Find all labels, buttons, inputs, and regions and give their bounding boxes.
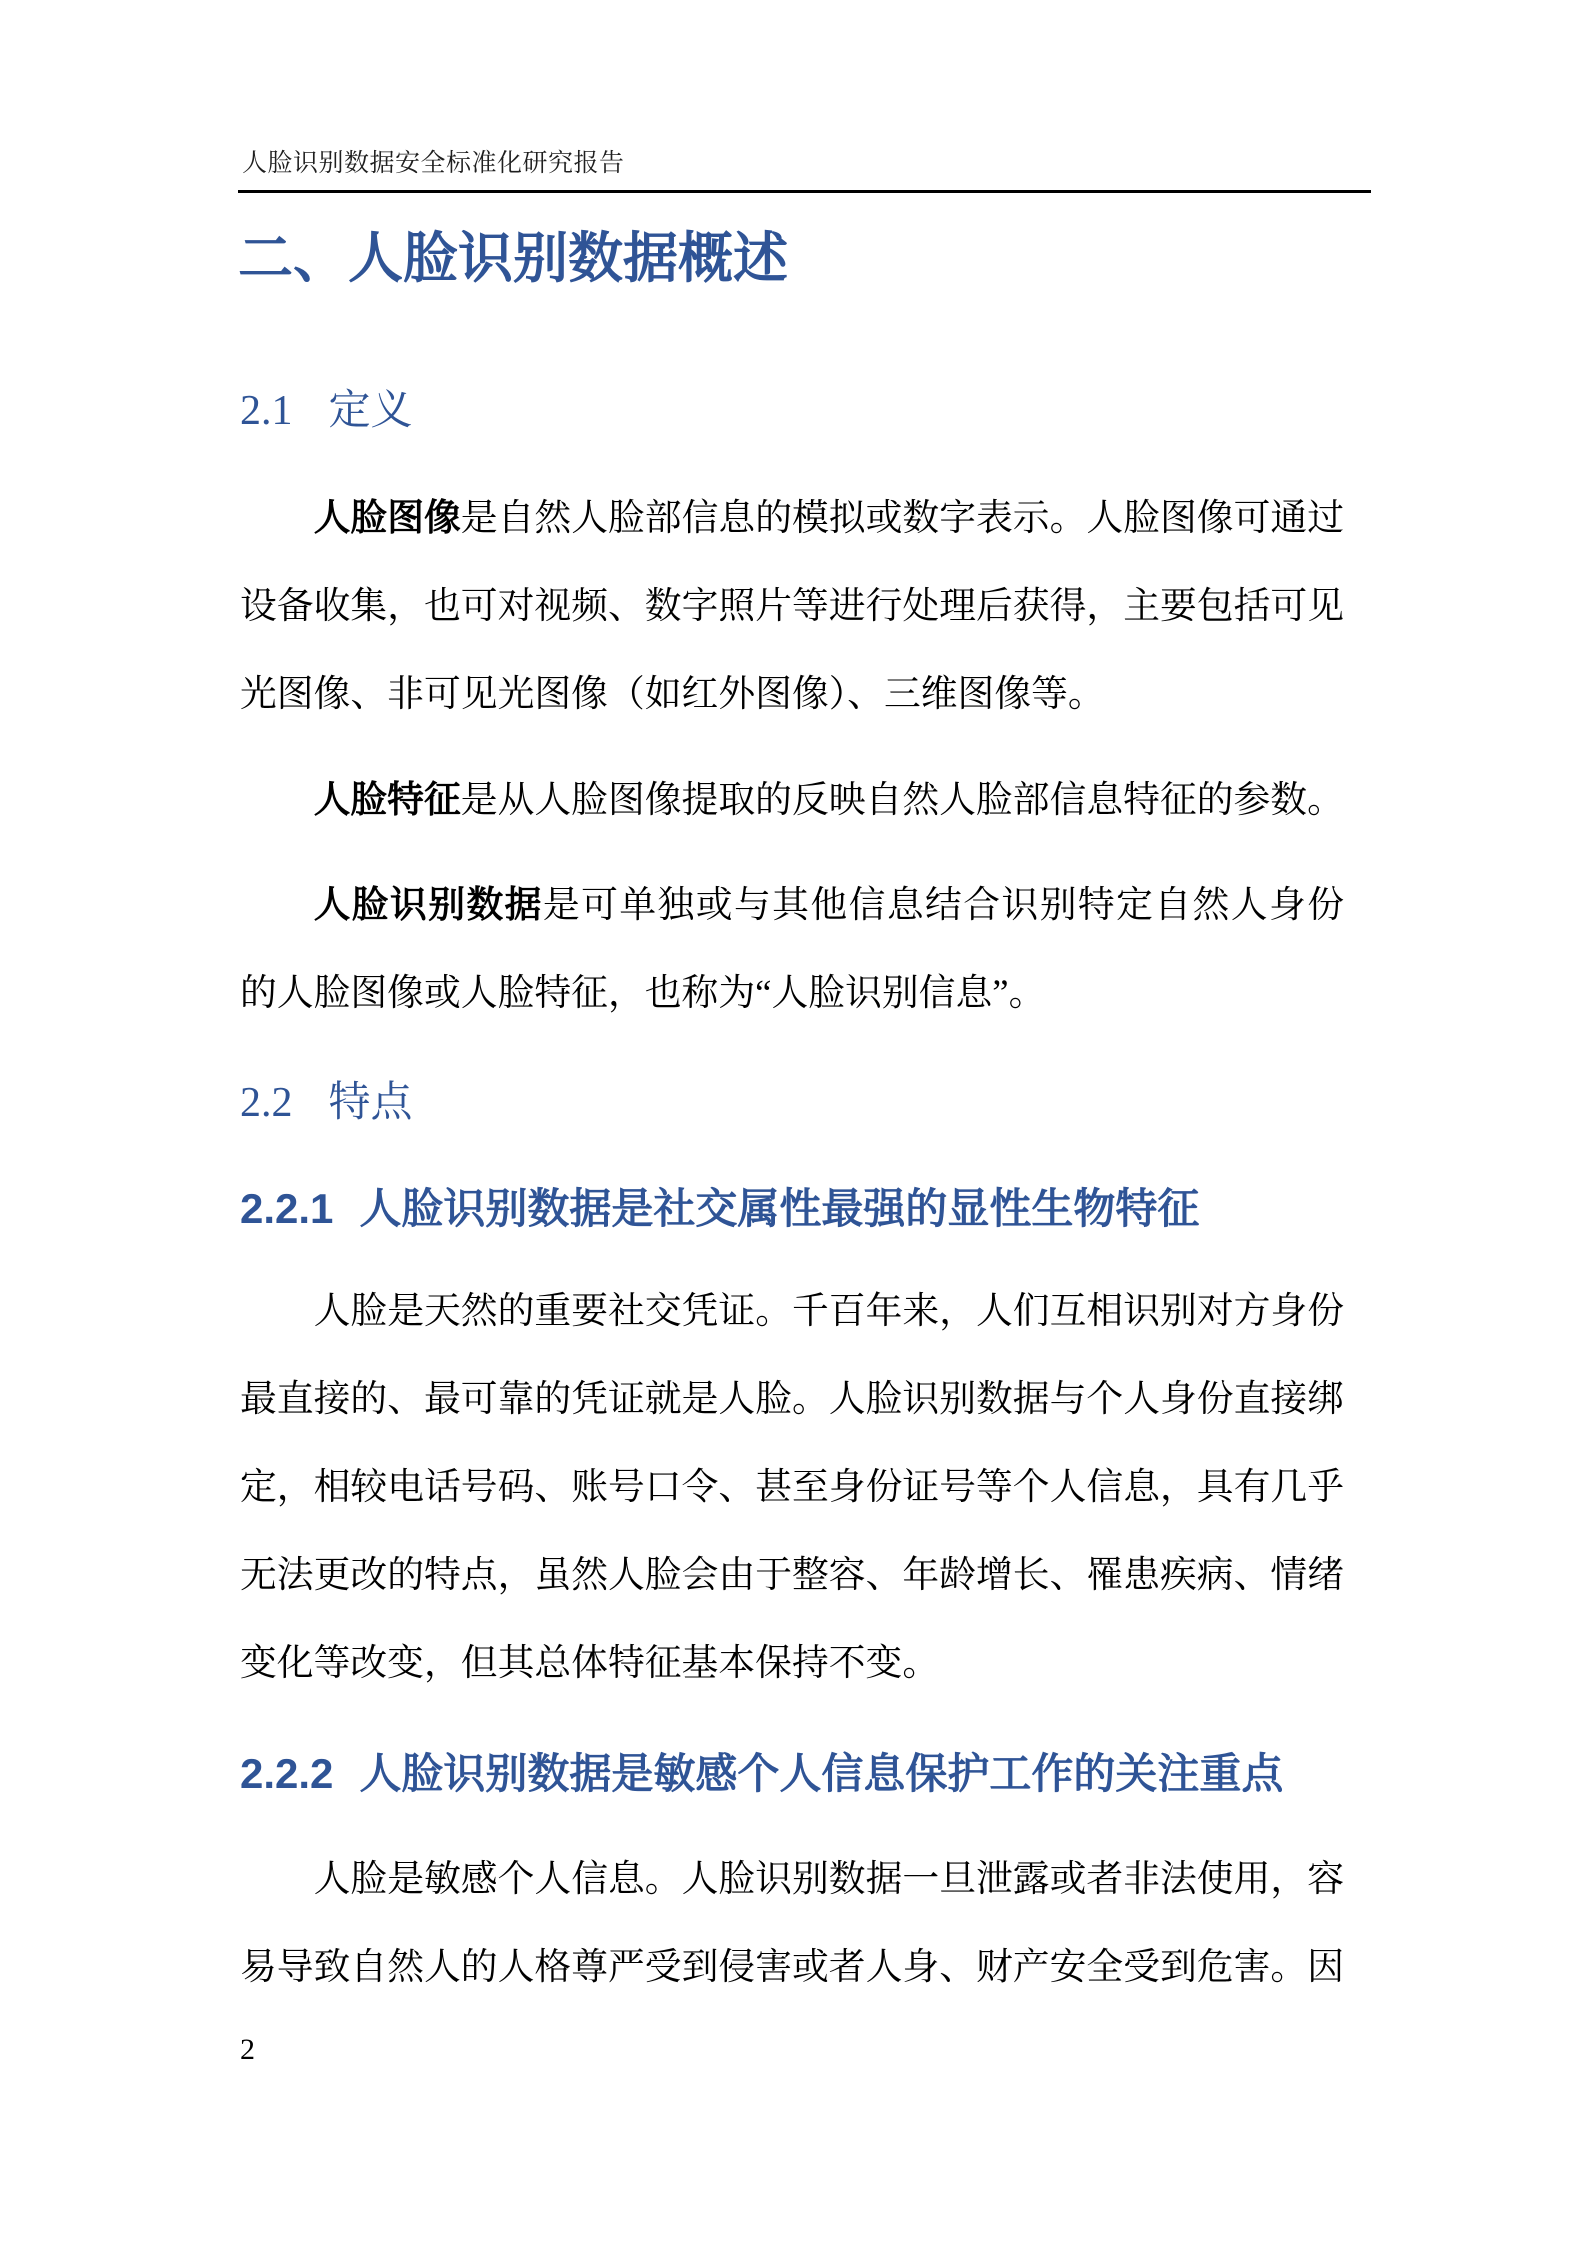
- text-line: 定，相较电话号码、账号口令、甚至身份证号等个人信息，具有几乎: [240, 1466, 1344, 1507]
- text-run: 是自然人脸部信息的模拟或数字表示。人脸图像可通过: [460, 497, 1345, 538]
- section-2-2-2-number: 2.2.2: [240, 1750, 334, 1797]
- chapter-heading: 二、人脸识别数据概述: [238, 227, 789, 289]
- text-line: 变化等改变，但其总体特征基本保持不变。: [240, 1642, 940, 1683]
- section-2-2-2-title: 人脸识别数据是敏感个人信息保护工作的关注重点: [359, 1750, 1284, 1797]
- text-line: 最直接的、最可靠的凭证就是人脸。人脸识别数据与个人身份直接绑: [240, 1378, 1344, 1419]
- section-2-2-title: 特点: [328, 1080, 413, 1126]
- section-2-2-1-title: 人脸识别数据是社交属性最强的显性生物特征: [359, 1185, 1200, 1232]
- text-run: 是可单独或与其他信息结合识别特定自然人身份: [542, 884, 1345, 925]
- paragraph-face-feature: [240, 756, 1344, 844]
- running-header-title: 人脸识别数据安全标准化研究报告: [242, 150, 625, 177]
- text-line: [240, 474, 1344, 562]
- text-line: 人脸是敏感个人信息。人脸识别数据一旦泄露或者非法使用，容: [313, 1858, 1344, 1899]
- section-2-2-1-number: 2.2.1: [240, 1185, 334, 1232]
- text-line: 人脸是天然的重要社交凭证。千百年来，人们互相识别对方身份: [313, 1290, 1344, 1331]
- section-2-1-number: 2.1: [240, 388, 293, 434]
- paragraph-face-image: [240, 474, 1344, 738]
- section-2-2-heading: [240, 1076, 413, 1130]
- text-line: 光图像、非可见光图像（如红外图像）、三维图像等。: [240, 673, 1105, 714]
- bold-term-face-feature: 人脸特征: [313, 779, 461, 820]
- section-2-2-1-heading: [240, 1182, 1199, 1236]
- bold-term-face-recognition-data: 人脸识别数据: [313, 884, 543, 925]
- text-line: 易导致自然人的人格尊严受到侵害或者人身、财产安全受到危害。因: [240, 1946, 1344, 1987]
- paragraph-sensitive-info: [240, 1835, 1344, 2011]
- bold-term-face-image: 人脸图像: [313, 497, 461, 538]
- paragraph-face-recognition-data: [240, 861, 1344, 1037]
- section-2-1-heading: [240, 384, 413, 438]
- text-line: [240, 861, 1344, 949]
- text-line: 无法更改的特点，虽然人脸会由于整容、年龄增长、罹患疾病、情绪: [240, 1554, 1344, 1595]
- text-line: [240, 756, 1344, 844]
- section-2-2-2-heading: [240, 1747, 1283, 1801]
- paragraph-social-attribute: [240, 1267, 1344, 1707]
- text-line: 设备收集，也可对视频、数字照片等进行处理后获得，主要包括可见: [240, 585, 1344, 626]
- page-number: 2: [240, 2033, 255, 2066]
- header-divider-line: [238, 190, 1371, 193]
- text-run: 是从人脸图像提取的反映自然人脸部信息特征的参数。: [460, 779, 1344, 820]
- text-line: 的人脸图像或人脸特征，也称为“人脸识别信息”。: [240, 972, 1046, 1013]
- section-2-2-number: 2.2: [240, 1080, 293, 1126]
- section-2-1-title: 定义: [328, 388, 413, 434]
